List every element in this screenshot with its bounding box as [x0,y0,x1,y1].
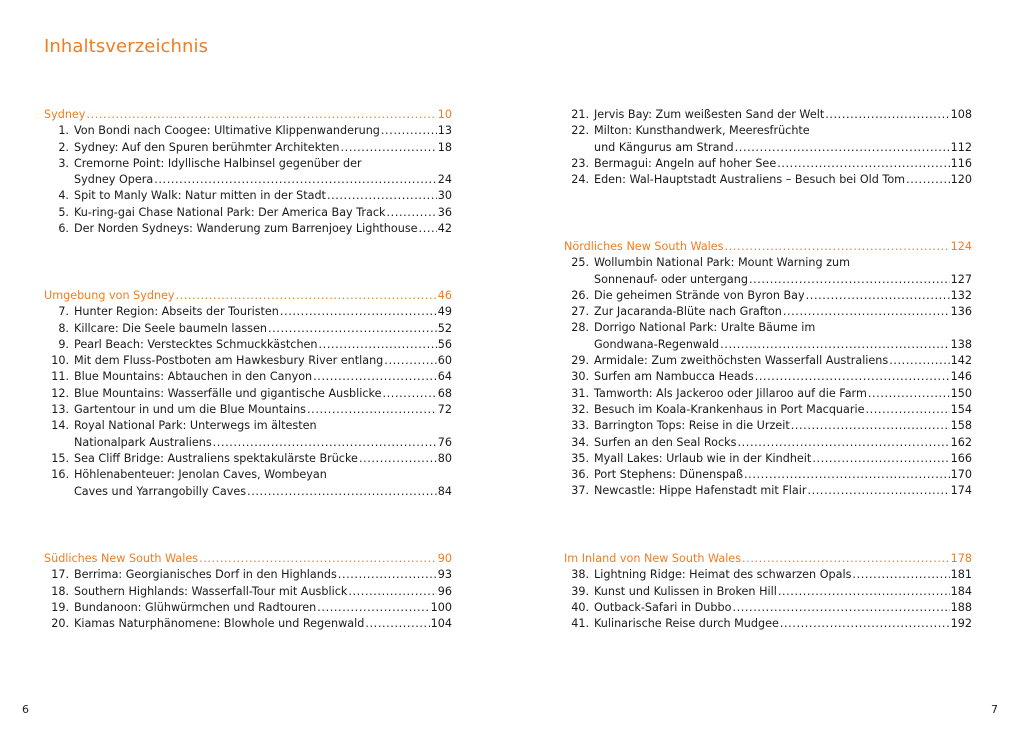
entry-page-number: 108 [950,108,972,121]
dot-leader [791,418,950,434]
entry-title: Zur Jacaranda-Blüte nach Grafton [594,305,782,319]
dot-leader [247,484,437,500]
toc-entry-line [564,418,972,434]
entry-title: Sea Cliff Bridge: Australiens spektakulärste Brücke [74,451,358,465]
entry-page-number: 188 [950,600,972,614]
entry-title: Kiamas Naturphänomene: Blowhole und Regenwald [74,617,365,631]
entry-page-number: 13 [437,124,452,138]
toc-entry[interactable] [44,418,452,451]
entry-title: Von Bondi nach Coogee: Ultimative Klippenwanderung [74,124,380,138]
toc-entry-line [564,123,972,139]
toc-entry[interactable] [44,123,452,139]
dot-leader [382,386,436,402]
toc-entry-line [44,418,452,434]
dot-leader [812,451,949,467]
toc-entry[interactable] [564,435,972,451]
entry-page-number: 52 [437,321,452,335]
entry-page-number: 96 [437,584,452,598]
entry-number: 8. [58,321,69,335]
entry-number: 22. [571,124,589,138]
toc-entry[interactable] [564,304,972,320]
entry-number: 4. [58,189,69,203]
entry-page-number: 136 [950,305,972,319]
entry-number: 20. [51,617,69,631]
entry-number: 40. [571,600,589,614]
section-page-number: 10 [437,108,452,121]
dot-leader [825,107,949,123]
toc-entry[interactable] [44,451,452,467]
entry-number: 7. [58,305,69,319]
toc-entry-line [564,467,972,483]
entry-title: Höhlenabenteuer: Jenolan Caves, Wombeyan [74,468,327,482]
entry-page-number: 132 [950,288,972,302]
toc-entry[interactable] [44,402,452,418]
toc-entry-line [564,156,972,172]
dot-leader [780,616,950,632]
toc-entry-line [564,320,972,336]
entry-title: Gondwana-Regenwald [594,337,720,351]
dot-leader [737,435,949,451]
entry-page-number: 150 [950,386,972,400]
dot-leader [268,321,437,337]
toc-entry-line [44,205,452,221]
entry-title: Pearl Beach: Verstecktes Schmuckkästchen [74,337,318,351]
toc-entry[interactable] [564,483,972,499]
section-heading-row[interactable] [44,551,452,567]
toc-entry-line [44,616,452,632]
toc-entry[interactable] [564,600,972,616]
entry-number: 33. [571,419,589,433]
entry-number: 19. [51,600,69,614]
entry-page-number: 18 [437,140,452,154]
dot-leader [359,451,437,467]
entry-title: Blue Mountains: Abtauchen in den Canyon [74,370,313,384]
toc-entry-line [44,386,452,402]
entry-title: Hunter Region: Abseits der Touristen [74,305,279,319]
dot-leader [889,353,949,369]
toc-entry-line [44,188,452,204]
entry-number: 29. [571,354,589,368]
dot-leader [720,337,950,353]
entry-page-number: 170 [950,468,972,482]
entry-page-number: 30 [437,189,452,203]
dot-leader [906,172,950,188]
dot-leader [742,551,950,567]
toc-entry-line [564,567,972,583]
toc-entry-line [564,337,972,353]
entry-number: 41. [571,617,589,631]
toc-section [44,288,452,500]
toc-entry[interactable] [44,600,452,616]
entry-number: 26. [571,288,589,302]
toc-entry-line [564,107,972,123]
toc-entry-line [44,304,452,320]
entry-title: Cremorne Point: Idyllische Halbinsel gegenüber der [74,156,362,170]
section-page-number: 124 [950,240,972,253]
toc-entry[interactable] [564,369,972,385]
toc-entry-line [564,435,972,451]
toc-entry-line [44,221,452,237]
toc-entry-line [564,616,972,632]
toc-entry[interactable] [44,337,452,353]
entry-number: 23. [571,156,589,170]
section-page-number: 46 [437,289,452,302]
toc-entry-line [44,337,452,353]
entry-number: 18. [51,584,69,598]
entry-page-number: 100 [430,600,452,614]
dot-leader [783,304,950,320]
dot-leader [319,337,437,353]
dot-leader [381,123,437,139]
entry-page-number: 154 [950,402,972,416]
entry-title: Myall Lakes: Urlaub wie in der Kindheit [594,451,812,465]
toc-entry[interactable] [564,320,972,353]
toc-entry-line [44,584,452,600]
entry-number: 27. [571,305,589,319]
entry-title: und Kängurus am Strand [594,140,734,154]
toc-entry[interactable] [564,616,972,632]
section-heading: Im Inland von New South Wales [564,552,742,565]
toc-entry-line [564,353,972,369]
entry-page-number: 64 [437,370,452,384]
dot-leader [307,402,437,418]
entry-page-number: 181 [950,568,972,582]
dot-leader [806,288,950,304]
entry-page-number: 142 [950,354,972,368]
toc-entry[interactable] [564,172,972,188]
entry-page-number: 192 [950,617,972,631]
entry-page-number: 76 [437,435,452,449]
entry-title: Bundanoon: Glühwürmchen und Radtouren [74,600,317,614]
entry-title: Berrima: Georgianisches Dorf in den Highlands [74,568,337,582]
entry-number: 39. [571,584,589,598]
toc-entry[interactable] [44,304,452,320]
toc-entry-line [564,483,972,499]
toc-entry[interactable] [44,616,452,632]
entry-page-number: 56 [437,337,452,351]
entry-title: Spit to Manly Walk: Natur mitten in der Stadt [74,189,326,203]
entry-page-number: 138 [950,337,972,351]
entry-page-number: 93 [437,568,452,582]
dot-leader [744,467,950,483]
toc-section [564,107,972,188]
entry-title: Kulinarische Reise durch Mudgee [594,617,779,631]
dot-leader [735,140,950,156]
section-page-number: 90 [437,552,452,565]
entry-title: Southern Highlands: Wasserfall-Tour mit Ausblick [74,584,348,598]
entry-page-number: 68 [437,386,452,400]
toc-entry-line [44,435,452,451]
entry-page-number: 184 [950,584,972,598]
entry-page-number: 158 [950,419,972,433]
entry-title: Sydney: Auf den Spuren berühmter Architekten [74,140,340,154]
toc-entry-line [44,140,452,156]
entry-title: Caves und Yarrangobilly Caves [74,484,247,498]
dot-leader [317,600,429,616]
entry-number: 11. [51,370,69,384]
entry-title: Sonnenauf- oder untergang [594,272,748,286]
toc-entry-line [564,304,972,320]
entry-title: Surfen an den Seal Rocks [594,435,737,449]
page-number-left: 6 [22,703,29,716]
section-heading: Sydney [44,108,86,121]
entry-title: Nationalpark Australiens [74,435,212,449]
toc-entry-line [564,584,972,600]
entry-title: Lightning Ridge: Heimat des schwarzen Opals [594,568,852,582]
toc-entry-line [564,140,972,156]
entry-title: Port Stephens: Dünenspaß [594,468,744,482]
dot-leader [176,288,437,304]
toc-entry[interactable] [564,107,972,123]
toc-entry[interactable] [44,369,452,385]
entry-number: 30. [571,370,589,384]
entry-number: 6. [58,222,69,236]
toc-entry[interactable] [44,205,452,221]
section-heading-row[interactable] [564,551,972,567]
toc-section [564,239,972,500]
toc-entry[interactable] [564,353,972,369]
entry-title: Blue Mountains: Wasserfälle und gigantische Ausblicke [74,386,382,400]
entry-title: Milton: Kunsthandwerk, Meeresfrüchte [594,124,810,138]
dot-leader [725,239,950,255]
dot-leader [348,584,436,600]
entry-title: Gartentour in und um die Blue Mountains [74,403,307,417]
toc-entry[interactable] [44,386,452,402]
entry-number: 9. [58,337,69,351]
section-heading: Südliches New South Wales [44,552,199,565]
entry-number: 16. [51,468,69,482]
toc-entry-line [44,484,452,500]
entry-number: 17. [51,568,69,582]
entry-page-number: 84 [437,484,452,498]
toc-entry[interactable] [44,353,452,369]
toc-entry[interactable] [564,418,972,434]
toc-entry[interactable] [564,567,972,583]
toc-entry[interactable] [564,402,972,418]
dot-leader [868,386,950,402]
toc-entry-line [44,369,452,385]
toc-entry-line [44,172,452,188]
entry-page-number: 36 [437,205,452,219]
entry-title: Jervis Bay: Zum weißesten Sand der Welt [594,108,825,121]
toc-entry-line [564,172,972,188]
toc-entry-line [44,321,452,337]
section-heading-row[interactable] [44,107,452,123]
dot-leader [327,188,437,204]
toc-entry-line [44,451,452,467]
entry-title: Armidale: Zum zweithöchsten Wasserfall Australiens [594,354,889,368]
entry-page-number: 174 [950,484,972,498]
toc-entry[interactable] [564,156,972,172]
entry-page-number: 104 [430,617,452,631]
toc-entry-line [564,288,972,304]
entry-number: 3. [58,156,69,170]
dot-leader [852,567,949,583]
section-heading-row[interactable] [564,239,972,255]
toc-entry[interactable] [44,188,452,204]
dot-leader [384,353,436,369]
dot-leader [778,584,950,600]
entry-number: 38. [571,568,589,582]
toc-entry[interactable] [44,567,452,583]
entry-number: 24. [571,173,589,187]
entry-title: Dorrigo National Park: Uralte Bäume im [594,321,816,335]
toc-entry[interactable] [564,386,972,402]
entry-title: Kunst und Kulissen in Broken Hill [594,584,777,598]
toc-entry[interactable] [44,221,452,237]
dot-leader [338,567,437,583]
entry-number: 2. [58,140,69,154]
dot-leader [419,221,437,237]
toc-entry-line [44,567,452,583]
toc-entry-line [564,402,972,418]
entry-title: Royal National Park: Unterwegs im ältesten [74,419,317,433]
entry-number: 34. [571,435,589,449]
entry-title: Eden: Wal-Hauptstadt Australiens – Besuch bei Old Tom [594,173,906,187]
toc-entry[interactable] [44,156,452,189]
toc-entry[interactable] [564,451,972,467]
entry-number: 28. [571,321,589,335]
toc-section [44,107,452,237]
dot-leader [807,483,949,499]
toc-entry-line [564,600,972,616]
toc-section [44,551,452,632]
toc-entry-line [44,156,452,172]
entry-page-number: 42 [437,222,452,236]
dot-leader [86,107,436,123]
entry-number: 15. [51,451,69,465]
entry-title: Tamworth: Als Jackeroo oder Jillaroo auf die Farm [594,386,867,400]
dot-leader [213,435,437,451]
section-heading: Umgebung von Sydney [44,289,175,302]
toc-entry[interactable] [564,288,972,304]
toc-entry-line [564,451,972,467]
toc-entry[interactable] [564,584,972,600]
entry-number: 25. [571,256,589,270]
entry-number: 21. [571,108,589,121]
entry-number: 12. [51,386,69,400]
entry-title: Die geheimen Strände von Byron Bay [594,288,805,302]
toc-section [564,551,972,632]
dot-leader [313,369,437,385]
section-page-number: 178 [950,552,972,565]
entry-title: Sydney Opera [74,173,154,187]
section-heading: Nördliches New South Wales [564,240,724,253]
dot-leader [154,172,437,188]
toc-entry-line [44,402,452,418]
dot-leader [777,156,949,172]
dot-leader [387,205,437,221]
entry-number: 13. [51,403,69,417]
toc-entry[interactable] [564,255,972,288]
toc-entry[interactable] [44,321,452,337]
entry-number: 14. [51,419,69,433]
toc-entry-line [44,123,452,139]
toc-entry-line [564,272,972,288]
section-heading-row[interactable] [44,288,452,304]
dot-leader [280,304,437,320]
entry-title: Surfen am Nambucca Heads [594,370,754,384]
entry-page-number: 146 [950,370,972,384]
entry-title: Der Norden Sydneys: Wanderung zum Barrenjoey Lighthouse [74,222,418,236]
entry-title: Barrington Tops: Reise in die Urzeit [594,419,790,433]
entry-page-number: 112 [950,140,972,154]
toc-entry-line [44,600,452,616]
toc-entry[interactable] [44,467,452,500]
entry-number: 5. [58,205,69,219]
entry-title: Wollumbin National Park: Mount Warning zum [594,256,851,270]
entry-page-number: 60 [437,354,452,368]
entry-page-number: 24 [437,173,452,187]
entry-title: Killcare: Die Seele baumeln lassen [74,321,267,335]
entry-number: 32. [571,402,589,416]
entry-title: Newcastle: Hippe Hafenstadt mit Flair [594,484,807,498]
entry-page-number: 72 [437,403,452,417]
entry-title: Ku-ring-gai Chase National Park: Der America Bay Track [74,205,386,219]
entry-page-number: 49 [437,305,452,319]
dot-leader [749,272,950,288]
toc-entry-line [564,369,972,385]
toc-entry-line [564,386,972,402]
entry-page-number: 166 [950,451,972,465]
dot-leader [341,140,437,156]
dot-leader [865,402,949,418]
toc-entry[interactable] [44,584,452,600]
entry-title: Outback-Safari in Dubbo [594,600,732,614]
entry-title: Bermagui: Angeln auf hoher See [594,156,777,170]
entry-page-number: 116 [950,156,972,170]
dot-leader [732,600,949,616]
entry-number: 31. [571,386,589,400]
entry-page-number: 127 [950,272,972,286]
entry-number: 1. [58,124,69,138]
entry-page-number: 120 [950,173,972,187]
toc-entry[interactable] [564,467,972,483]
toc-entry-line [564,255,972,271]
entry-title: Besuch im Koala-Krankenhaus in Port Macquarie [594,402,865,416]
entry-number: 37. [571,484,589,498]
toc-entry-line [44,467,452,483]
entry-title: Mit dem Fluss-Postboten am Hawkesbury River entlang [74,354,384,368]
toc-entry[interactable] [564,123,972,156]
page-number-right: 7 [991,703,998,716]
dot-leader [199,551,437,567]
entry-number: 35. [571,451,589,465]
page-title: Inhaltsverzeichnis [44,36,209,57]
toc-entry-line [44,353,452,369]
entry-page-number: 162 [950,435,972,449]
entry-number: 36. [571,468,589,482]
dot-leader [365,616,429,632]
dot-leader [755,369,950,385]
entry-number: 10. [51,354,69,368]
entry-page-number: 80 [437,451,452,465]
toc-entry[interactable] [44,140,452,156]
